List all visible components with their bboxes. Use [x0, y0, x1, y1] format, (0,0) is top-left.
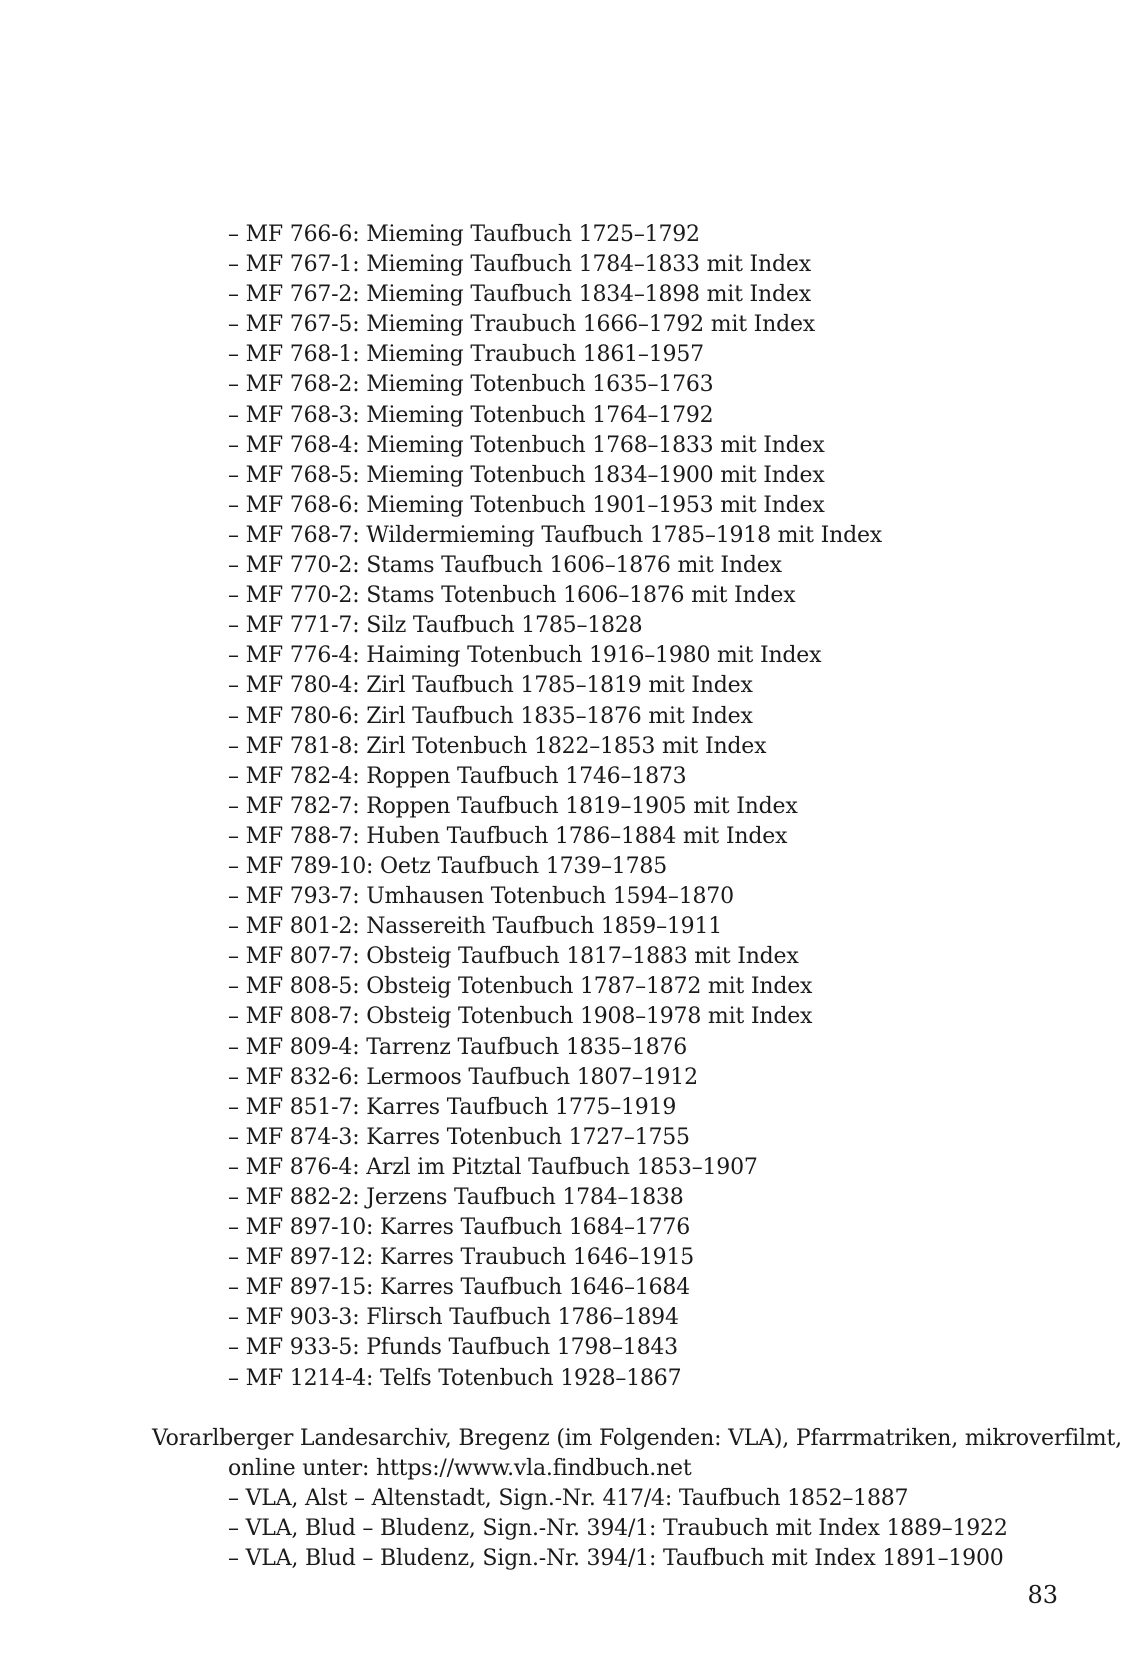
list-item: – MF 1214-4: Telfs Totenbuch 1928–1867 [228, 1365, 682, 1391]
list-item: – MF 789-10: Oetz Taufbuch 1739–1785 [228, 853, 667, 879]
list-item: – MF 767-5: Mieming Traubuch 1666–1792 mit Index [228, 312, 816, 338]
list-item: – MF 768-1: Mieming Traubuch 1861–1957 [228, 342, 704, 368]
list-item: – MF 768-5: Mieming Totenbuch 1834–1900 mit Index [228, 462, 825, 488]
list-item: – MF 781-8: Zirl Totenbuch 1822–1853 mit Index [228, 733, 767, 759]
list-item: – MF 767-1: Mieming Taufbuch 1784–1833 mit Index [228, 252, 811, 278]
page-number: 83 [1027, 1581, 1058, 1609]
list-item: – MF 809-4: Tarrenz Taufbuch 1835–1876 [228, 1034, 687, 1060]
list-item: – VLA, Blud – Bludenz, Sign.-Nr. 394/1: Taufbuch mit Index 1891–1900 [228, 1546, 1004, 1571]
list-item: – VLA, Blud – Bludenz, Sign.-Nr. 394/1: Traubuch mit Index 1889–1922 [228, 1516, 1008, 1541]
vla-entry-list [152, 1484, 1072, 1574]
list-item: – MF 874-3: Karres Totenbuch 1727–1755 [228, 1124, 690, 1150]
list-item: – MF 897-12: Karres Traubuch 1646–1915 [228, 1245, 695, 1271]
list-item: – MF 876-4: Arzl im Pitztal Taufbuch 1853–1907 [228, 1154, 758, 1180]
list-item: – MF 882-2: Jerzens Taufbuch 1784–1838 [228, 1185, 684, 1210]
list-item: – VLA, Alst – Altenstadt, Sign.-Nr. 417/4: Taufbuch 1852–1887 [228, 1486, 909, 1511]
list-item: – MF 766-6: Mieming Taufbuch 1725–1792 [228, 222, 700, 247]
list-item: – MF 782-7: Roppen Taufbuch 1819–1905 mit Index [228, 793, 798, 819]
list-item: – MF 793-7: Umhausen Totenbuch 1594–1870 [228, 884, 734, 910]
list-item: – MF 780-6: Zirl Taufbuch 1835–1876 mit Index [228, 703, 753, 729]
list-item: – MF 807-7: Obsteig Taufbuch 1817–1883 mit Index [228, 944, 799, 970]
list-item: – MF 768-7: Wildermieming Taufbuch 1785–1918 mit Index [228, 522, 882, 548]
list-item: – MF 903-3: Flirsch Taufbuch 1786–1894 [228, 1305, 679, 1331]
vla-heading [152, 1424, 1122, 1484]
vla-section [152, 1424, 1122, 1574]
list-item: – MF 808-7: Obsteig Totenbuch 1908–1978 mit Index [228, 1004, 813, 1030]
list-item: – MF 768-3: Mieming Totenbuch 1764–1792 [228, 402, 714, 428]
list-item: – MF 808-5: Obsteig Totenbuch 1787–1872 mit Index [228, 974, 813, 1000]
list-item: – MF 767-2: Mieming Taufbuch 1834–1898 mit Index [228, 282, 811, 308]
list-item: – MF 770-2: Stams Taufbuch 1606–1876 mit Index [228, 553, 782, 579]
list-item: – MF 782-4: Roppen Taufbuch 1746–1873 [228, 763, 687, 789]
vla-online-url: online unter: https://www.vla.findbuch.net [228, 1456, 692, 1481]
list-item: – MF 768-6: Mieming Totenbuch 1901–1953 mit Index [228, 492, 825, 518]
list-item: – MF 788-7: Huben Taufbuch 1786–1884 mit Index [228, 823, 788, 849]
list-item: – MF 933-5: Pfunds Taufbuch 1798–1843 [228, 1335, 678, 1361]
list-item: – MF 897-15: Karres Taufbuch 1646–1684 [228, 1275, 690, 1301]
list-item: – MF 780-4: Zirl Taufbuch 1785–1819 mit Index [228, 673, 753, 699]
list-item: – MF 851-7: Karres Taufbuch 1775–1919 [228, 1094, 677, 1120]
vla-heading-line: Vorarlberger Landesarchiv, Bregenz (im Folgenden: VLA), Pfarrmatriken, mikroverfilmt, [152, 1426, 1122, 1451]
microfilm-entry-list [228, 220, 882, 1394]
list-item: – MF 771-7: Silz Taufbuch 1785–1828 [228, 613, 643, 639]
list-item: – MF 770-2: Stams Totenbuch 1606–1876 mit Index [228, 583, 796, 609]
list-item: – MF 832-6: Lermoos Taufbuch 1807–1912 [228, 1064, 698, 1090]
list-item: – MF 768-4: Mieming Totenbuch 1768–1833 mit Index [228, 432, 825, 458]
list-item: – MF 897-10: Karres Taufbuch 1684–1776 [228, 1215, 690, 1241]
list-item: – MF 768-2: Mieming Totenbuch 1635–1763 [228, 372, 714, 398]
list-item: – MF 776-4: Haiming Totenbuch 1916–1980 mit Index [228, 643, 822, 669]
list-item: – MF 801-2: Nassereith Taufbuch 1859–1911 [228, 914, 723, 940]
